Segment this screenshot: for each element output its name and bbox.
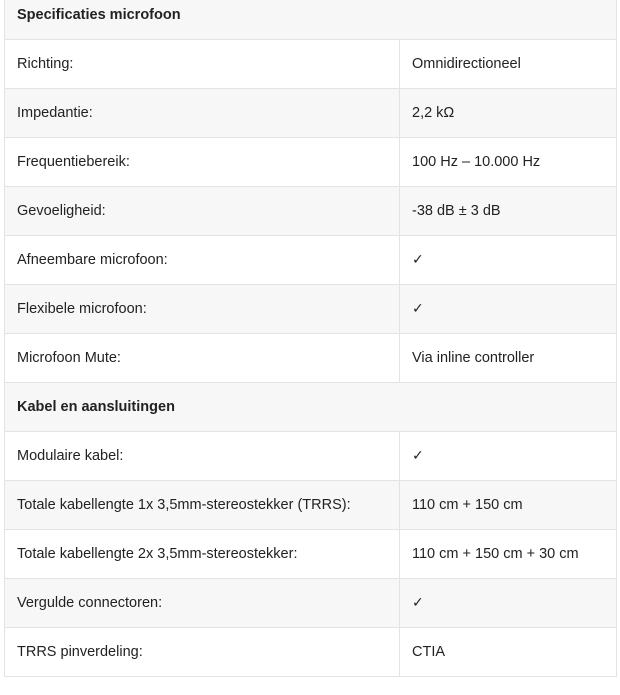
spec-label: Vergulde connectoren:	[5, 579, 400, 628]
spec-row	[5, 187, 617, 236]
spec-row	[5, 481, 617, 530]
section-title: Kabel en aansluitingen	[5, 383, 617, 432]
check-icon: ✓	[400, 285, 617, 334]
section-header-microphone	[5, 0, 617, 40]
spec-value: Via inline controller	[400, 334, 617, 383]
spec-row	[5, 432, 617, 481]
spec-value: 110 cm + 150 cm + 30 cm	[400, 530, 617, 579]
spec-row	[5, 530, 617, 579]
spec-label: Totale kabellengte 2x 3,5mm-stereostekker:	[5, 530, 400, 579]
spec-label: Afneembare microfoon:	[5, 236, 400, 285]
section-title: Specificaties microfoon	[5, 0, 617, 40]
spec-row	[5, 334, 617, 383]
spec-row	[5, 40, 617, 89]
spec-label: Modulaire kabel:	[5, 432, 400, 481]
spec-row	[5, 285, 617, 334]
spec-label: Frequentiebereik:	[5, 138, 400, 187]
spec-row	[5, 138, 617, 187]
spec-value: 2,2 kΩ	[400, 89, 617, 138]
spec-row	[5, 579, 617, 628]
check-icon: ✓	[400, 236, 617, 285]
spec-row	[5, 236, 617, 285]
spec-label: Flexibele microfoon:	[5, 285, 400, 334]
spec-row	[5, 89, 617, 138]
spec-value: CTIA	[400, 628, 617, 677]
spec-value: 100 Hz – 10.000 Hz	[400, 138, 617, 187]
spec-label: Impedantie:	[5, 89, 400, 138]
spec-label: Totale kabellengte 1x 3,5mm-stereostekker (TRRS):	[5, 481, 400, 530]
spec-value: 110 cm + 150 cm	[400, 481, 617, 530]
spec-value: Omnidirectioneel	[400, 40, 617, 89]
check-icon: ✓	[400, 579, 617, 628]
spec-label: TRRS pinverdeling:	[5, 628, 400, 677]
check-icon: ✓	[400, 432, 617, 481]
spec-label: Gevoeligheid:	[5, 187, 400, 236]
spec-label: Microfoon Mute:	[5, 334, 400, 383]
spec-row	[5, 628, 617, 677]
specifications-table	[4, 0, 617, 677]
section-header-cables	[5, 383, 617, 432]
spec-value: -38 dB ± 3 dB	[400, 187, 617, 236]
spec-label: Richting:	[5, 40, 400, 89]
